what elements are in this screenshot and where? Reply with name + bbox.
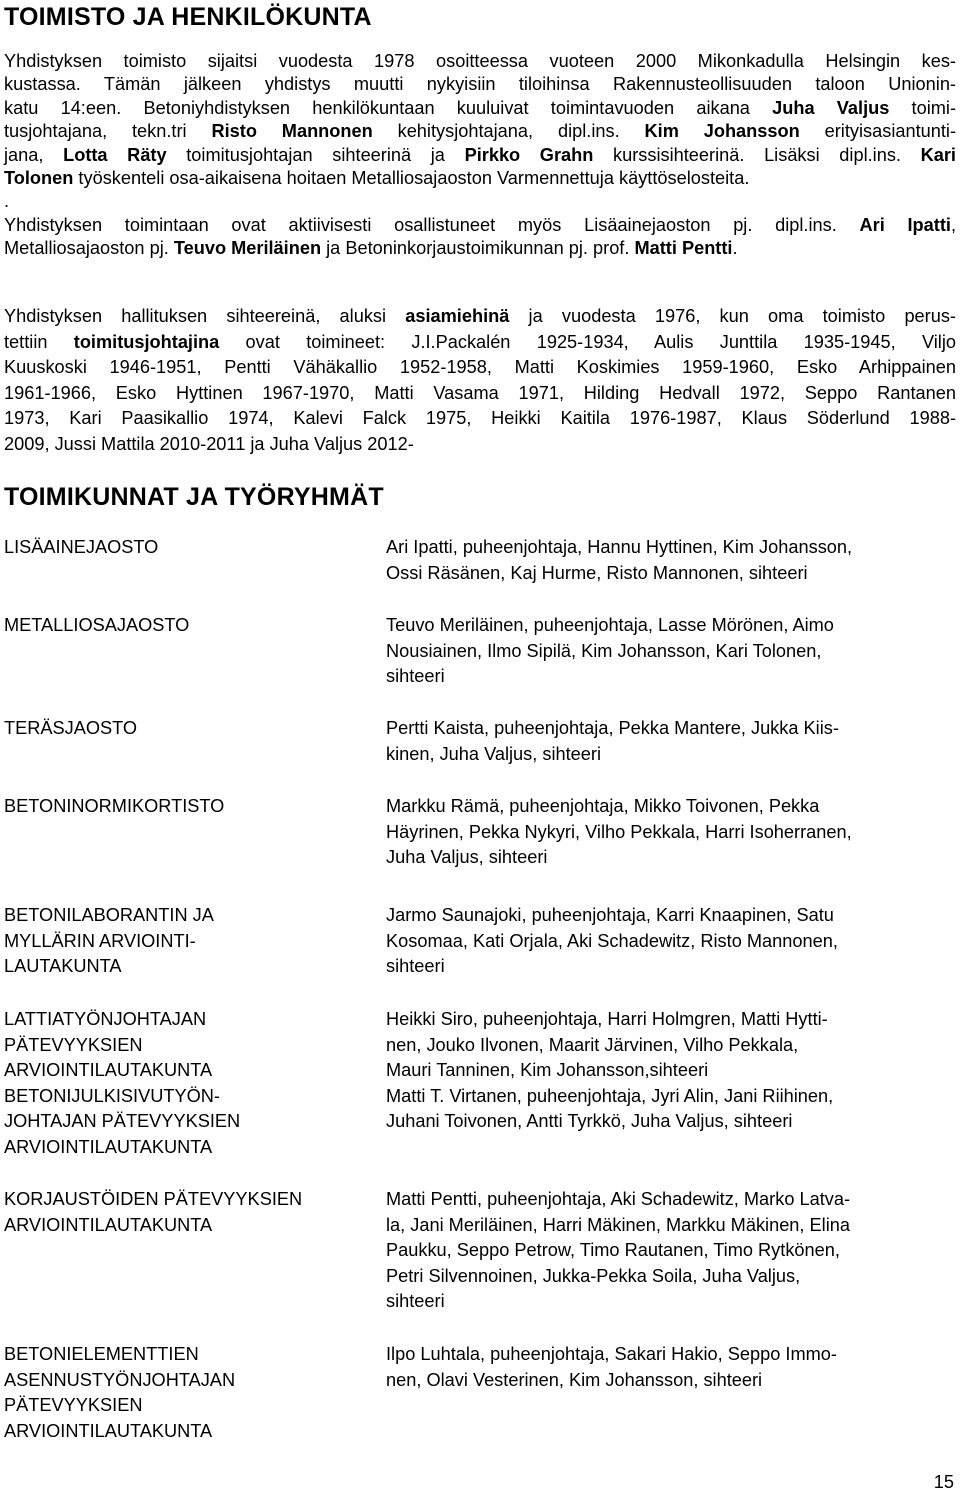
committee-name-line: PÄTEVYYKSIEN bbox=[4, 1395, 143, 1415]
committee-members-line: sihteeri bbox=[386, 956, 445, 976]
text-line: . bbox=[4, 191, 10, 212]
committee-name-line: TERÄSJAOSTO bbox=[4, 718, 138, 738]
section-title-committees: TOIMIKUNNAT JA TYÖRYHMÄT bbox=[4, 483, 384, 511]
text-line: tettiin toimitusjohtajina ovat toimineet: J.I.Packalén 1925-1934, Aulis Junttila 1935-1945, Viljo bbox=[4, 331, 956, 352]
committee-name-line: PÄTEVYYKSIEN bbox=[4, 1034, 143, 1055]
committee-members-line: Ossi Räsänen, Kaj Hurme, Risto Mannonen, sihteeri bbox=[386, 562, 808, 583]
committee-members-line: Ilpo Luhtala, puheenjohtaja, Sakari Hakio, Seppo Immo- bbox=[386, 1344, 837, 1364]
committee-members-line: sihteeri bbox=[386, 666, 445, 686]
committee-name-line: BETONIJULKISIVUTYÖN- bbox=[4, 1085, 220, 1106]
committee-members bbox=[386, 1342, 946, 1393]
committee-members-line: kinen, Juha Valjus, sihteeri bbox=[386, 743, 601, 764]
committee-name bbox=[4, 1187, 364, 1238]
committee-members-line: Häyrinen, Pekka Nykyri, Vilho Pekkala, Harri Isoherranen, bbox=[386, 821, 852, 842]
text-line: Yhdistyksen hallituksen sihteereinä, aluksi asiamiehinä ja vuodesta 1976, kun oma toimisto perus- bbox=[4, 306, 956, 326]
committee-name-line: BETONILABORANTIN JA bbox=[4, 905, 214, 925]
text-line: Metalliosajaoston pj. Teuvo Meriläinen ja Betoninkorjaustoimikunnan pj. prof. Matti Pentti. bbox=[4, 238, 738, 259]
text-line: jana, Lotta Räty toimitusjohtajan sihteerinä ja Pirkko Grahn kurssisihteerinä. Lisäksi dipl.ins. Kari bbox=[4, 144, 956, 165]
committee-members-line: Nousiainen, Ilmo Sipilä, Kim Johansson, Kari Tolonen, bbox=[386, 640, 822, 661]
committee-members-line: Kosomaa, Kati Orjala, Aki Schadewitz, Risto Mannonen, bbox=[386, 930, 838, 951]
committee-members-line: Heikki Siro, puheenjohtaja, Harri Holmgren, Matti Hytti- bbox=[386, 1009, 828, 1029]
committee-name-line: BETONIELEMENTTIEN bbox=[4, 1344, 199, 1364]
committee-members bbox=[386, 1007, 946, 1135]
committee-name-line: BETONINORMIKORTISTO bbox=[4, 796, 225, 816]
committee-members-line: Juhani Toivonen, Antti Tyrkkö, Juha Valjus, sihteeri bbox=[386, 1111, 793, 1131]
text-line: Tolonen työskenteli osa-aikaisena hoitaen Metalliosajaoston Varmennettuja käyttöselosteita. bbox=[4, 168, 750, 189]
text-line: Kuuskoski 1946-1951, Pentti Vähäkallio 1952-1958, Matti Koskimies 1959-1960, Esko Arhippainen bbox=[4, 357, 956, 378]
text-line: 1973, Kari Paasikallio 1974, Kalevi Falck 1975, Heikki Kaitila 1976-1987, Klaus Söderlund 1988- bbox=[4, 408, 956, 429]
committee-members bbox=[386, 1187, 946, 1315]
committee-name bbox=[4, 535, 364, 561]
committee-members-line: Juha Valjus, sihteeri bbox=[386, 847, 548, 867]
committee-name-line: ARVIOINTILAUTAKUNTA bbox=[4, 1136, 213, 1157]
committee-name-line: KORJAUSTÖIDEN PÄTEVYYKSIEN bbox=[4, 1189, 303, 1209]
committee-members bbox=[386, 903, 946, 980]
committee-members-line: Jarmo Saunajoki, puheenjohtaja, Karri Knaapinen, Satu bbox=[386, 905, 834, 925]
committee-name-line: LATTIATYÖNJOHTAJAN bbox=[4, 1009, 207, 1029]
committee-members bbox=[386, 794, 946, 871]
text-line: tusjohtajana, tekn.tri Risto Mannonen kehitysjohtajana, dipl.ins. Kim Johansson erityisasiantunti- bbox=[4, 121, 957, 142]
section-title-office: TOIMISTO JA HENKILÖKUNTA bbox=[4, 3, 372, 31]
committee-members bbox=[386, 535, 946, 586]
committee-name bbox=[4, 794, 364, 820]
committee-members bbox=[386, 716, 946, 767]
committee-members-line: la, Jani Meriläinen, Harri Mäkinen, Markku Mäkinen, Elina bbox=[386, 1214, 850, 1235]
committee-members-line: Markku Rämä, puheenjohtaja, Mikko Toivonen, Pekka bbox=[386, 796, 820, 816]
committee-members-line: Paukku, Seppo Petrow, Timo Rautanen, Timo Rytkönen, bbox=[386, 1240, 840, 1260]
committee-members bbox=[386, 613, 946, 690]
text-line: Yhdistyksen toimintaan ovat aktiivisesti osallistuneet myös Lisäainejaoston pj. dipl.ins. Ari Ipatti, bbox=[4, 214, 956, 235]
committee-members-line: sihteeri bbox=[386, 1291, 445, 1311]
paragraph-secretaries bbox=[4, 304, 956, 458]
committee-name bbox=[4, 613, 364, 639]
committee-name-line: LISÄAINEJAOSTO bbox=[4, 537, 159, 557]
committee-members-line: Pertti Kaista, puheenjohtaja, Pekka Mantere, Jukka Kiis- bbox=[386, 718, 839, 738]
committee-name-line: ARVIOINTILAUTAKUNTA bbox=[4, 1060, 213, 1080]
committee-members-line: Petri Silvennoinen, Jukka-Pekka Soila, Juha Valjus, bbox=[386, 1265, 801, 1286]
committee-name-line: LAUTAKUNTA bbox=[4, 956, 122, 976]
committee-name-line: ARVIOINTILAUTAKUNTA bbox=[4, 1420, 213, 1441]
committee-members-line: nen, Jouko Ilvonen, Maarit Järvinen, Vilho Pekkala, bbox=[386, 1034, 799, 1055]
page-number: 15 bbox=[933, 1472, 954, 1492]
committee-name-line: ARVIOINTILAUTAKUNTA bbox=[4, 1214, 213, 1235]
committee-name-line: METALLIOSAJAOSTO bbox=[4, 615, 190, 635]
committee-members-line: Teuvo Meriläinen, puheenjohtaja, Lasse Mörönen, Aimo bbox=[386, 615, 834, 635]
committee-name bbox=[4, 1007, 364, 1160]
committee-name bbox=[4, 903, 364, 980]
text-line: katu 14:een. Betoniyhdistyksen henkilökuntaan kuuluivat toimintavuoden aikana Juha Valjus toimi- bbox=[4, 97, 957, 118]
text-line: 1961-1966, Esko Hyttinen 1967-1970, Matti Vasama 1971, Hilding Hedvall 1972, Seppo Rantanen bbox=[4, 382, 956, 403]
text-line: kustassa. Tämän jälkeen yhdistys muutti nykyisiin tiloihinsa Rakennusteollisuuden taloon Unionin- bbox=[4, 74, 956, 95]
text-line: 2009, Jussi Mattila 2010-2011 ja Juha Valjus 2012- bbox=[4, 433, 414, 454]
committee-name-line: MYLLÄRIN ARVIOINTI- bbox=[4, 930, 196, 951]
paragraph-office-staff bbox=[4, 50, 956, 261]
committee-name-line: JOHTAJAN PÄTEVYYKSIEN bbox=[4, 1111, 241, 1131]
committee-members-line: Mauri Tanninen, Kim Johansson,sihteeri bbox=[386, 1060, 709, 1080]
committee-members-line: Matti T. Virtanen, puheenjohtaja, Jyri Alin, Jani Riihinen, bbox=[386, 1085, 834, 1106]
text-line: Yhdistyksen toimisto sijaitsi vuodesta 1978 osoitteessa vuoteen 2000 Mikonkadulla Helsingin kes- bbox=[4, 51, 956, 71]
committee-members-line: Matti Pentti, puheenjohtaja, Aki Schadewitz, Marko Latva- bbox=[386, 1189, 851, 1209]
committee-members-line: nen, Olavi Vesterinen, Kim Johansson, sihteeri bbox=[386, 1369, 763, 1390]
committee-name bbox=[4, 1342, 364, 1444]
committee-name bbox=[4, 716, 364, 742]
committee-name-line: ASENNUSTYÖNJOHTAJAN bbox=[4, 1369, 236, 1390]
committee-members-line: Ari Ipatti, puheenjohtaja, Hannu Hyttinen, Kim Johansson, bbox=[386, 537, 853, 557]
